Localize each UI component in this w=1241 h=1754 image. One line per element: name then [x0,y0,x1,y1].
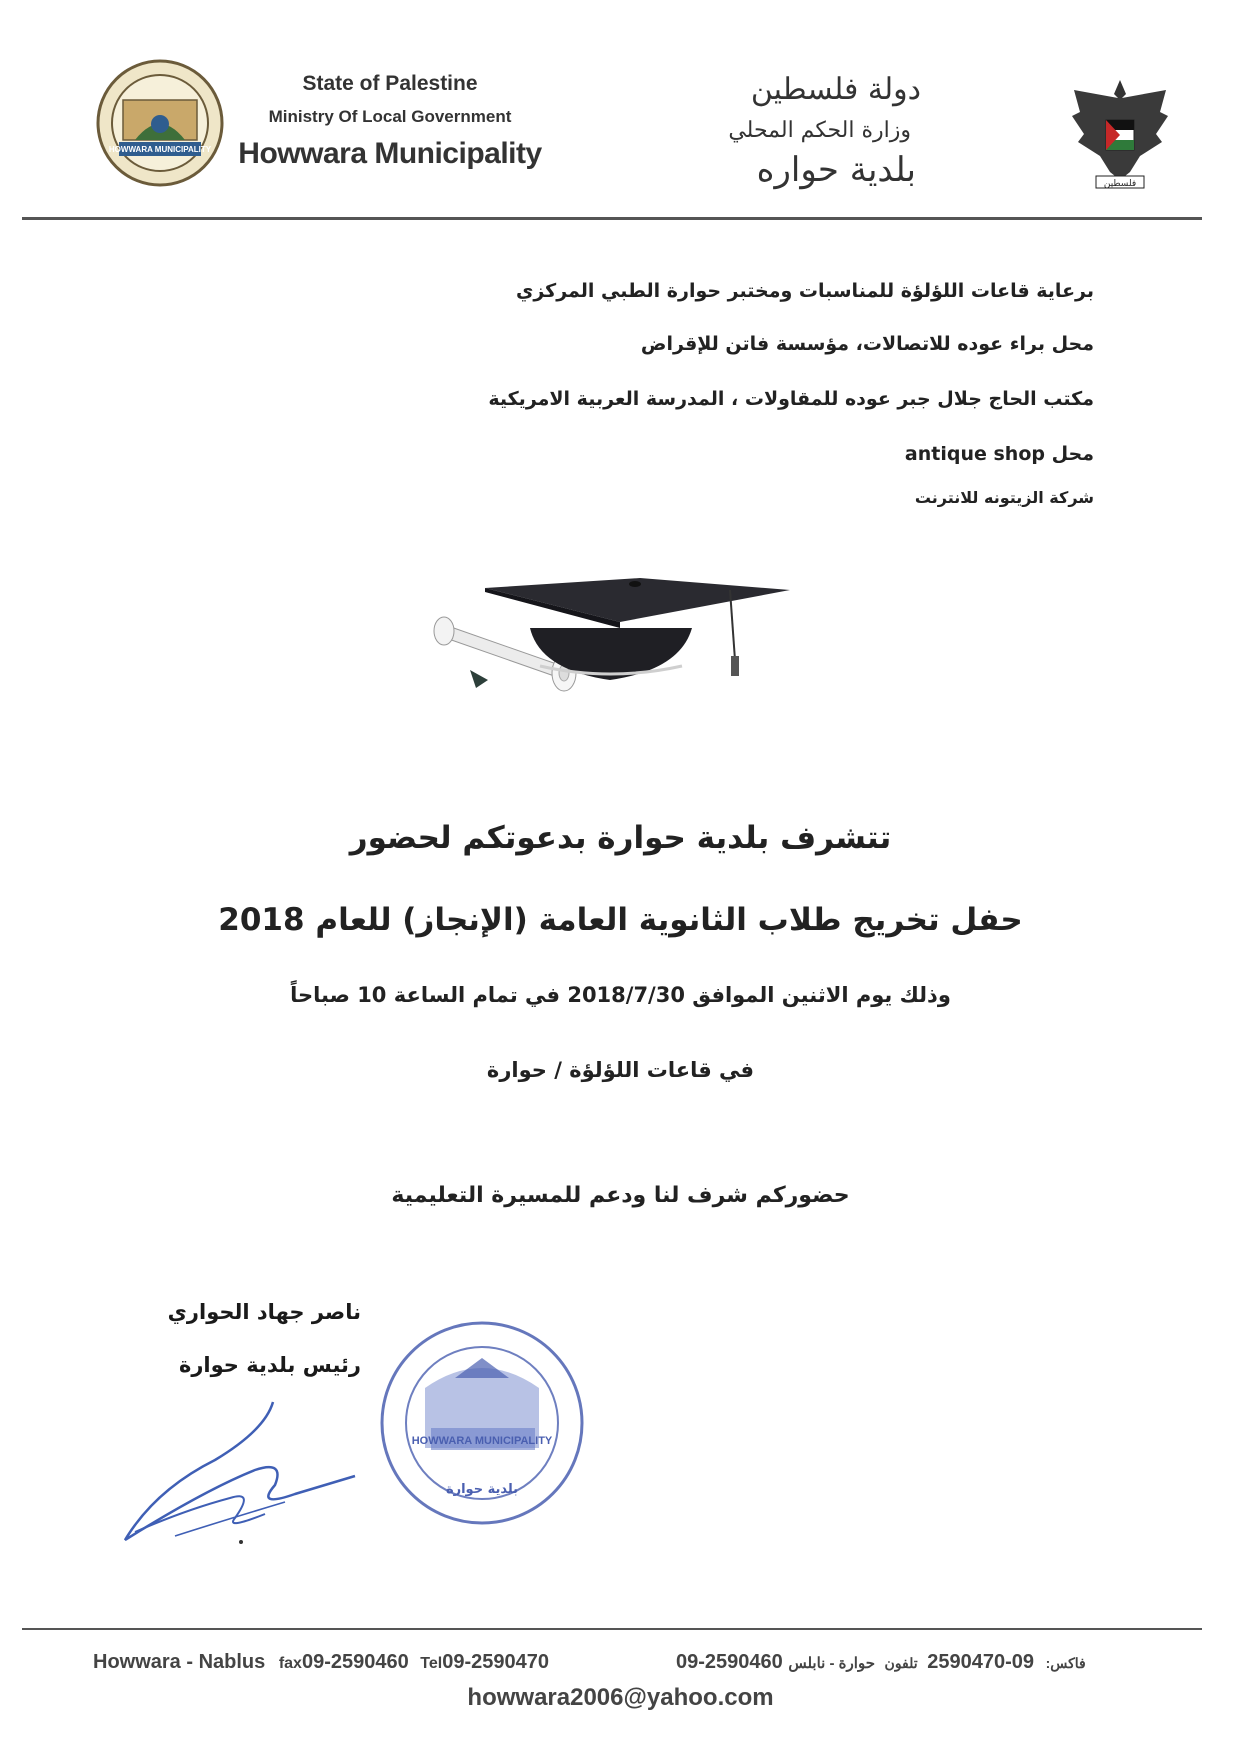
invitation-opening: تتشرف بلدية حوارة بدعوتكم لحضور [349,820,892,856]
left-seal-text: HOWWARA MUNICIPALITY [108,145,212,154]
municipality-stamp [375,1318,590,1528]
footer-fax-label: fax [278,1655,302,1672]
footer-english-contact [93,1651,549,1674]
sponsor-line-2: محل براء عوده للاتصالات، مؤسسة فاتن للإقراض [640,333,1094,355]
arabic-municipality-heading: بلدية حواره [756,150,916,190]
stamp-english-text: HOWWARA MUNICIPALITY [411,1435,553,1447]
sponsor-line-5: شركة الزيتونه للانترنت [914,488,1094,507]
footer-divider [22,1628,1202,1630]
footer-tel-number: 09-2590470 [442,1651,550,1673]
footer-ar-location: حوارة - نابلس [788,1655,875,1672]
footer-ar-fax-number: 09-2590460 [676,1651,783,1673]
footer-ar-tel-number: 09-2590470 [927,1651,1035,1673]
closing-phrase: حضوركم شرف لنا ودعم للمسيرة التعليمية [391,1183,850,1208]
mayor-title: رئيس بلدية حوارة [178,1353,361,1377]
header-divider [22,217,1202,220]
footer-ar-tel-label: تلفون [884,1655,918,1671]
ceremony-venue: في قاعات اللؤلؤة / حوارة [486,1058,755,1082]
stamp-arabic-text: بلدية حوارة [445,1482,519,1497]
mayor-name: ناصر جهاد الحواري [167,1300,361,1324]
english-ministry-heading: Ministry Of Local Government [268,107,512,126]
palestine-eagle-emblem [1070,72,1170,190]
graduation-cap-diploma-image [430,570,800,715]
footer-location: Howwara - Nablus [93,1651,266,1673]
emblem-label: فلسطين [1103,179,1137,189]
ceremony-title: حفل تخريج طلاب الثانوية العامة (الإنجاز) للعام 2018 [218,902,1023,938]
arabic-ministry-heading: وزارة الحكم المحلي [728,118,911,143]
footer-tel-label: Tel [420,1655,443,1672]
sponsor-line-3: مكتب الحاج جلال جبر عوده للمقاولات ، المدرسة العربية الامريكية [488,388,1094,410]
arabic-state-heading: دولة فلسطين [750,72,921,107]
sponsor-line-1: برعاية قاعات اللؤلؤة للمناسبات ومختبر حوارة الطبي المركزي [515,280,1094,302]
footer-ar-fax-label: فاكس: [1045,1655,1086,1671]
ceremony-date-time: وذلك يوم الاثنين الموافق 2018/7/30 في تمام الساعة 10 صباحاً [290,983,951,1007]
sponsor-line-4: محل antique shop [904,443,1094,465]
english-municipality-heading: Howwara Municipality [238,137,542,170]
english-state-heading: State of Palestine [302,72,478,95]
left-seal [95,58,225,188]
handwritten-signature [115,1390,375,1550]
footer-email[interactable]: howwara2006@yahoo.com [467,1684,774,1711]
footer-arabic-contact [676,1651,1092,1674]
footer-fax-number: 09-2590460 [301,1651,409,1673]
